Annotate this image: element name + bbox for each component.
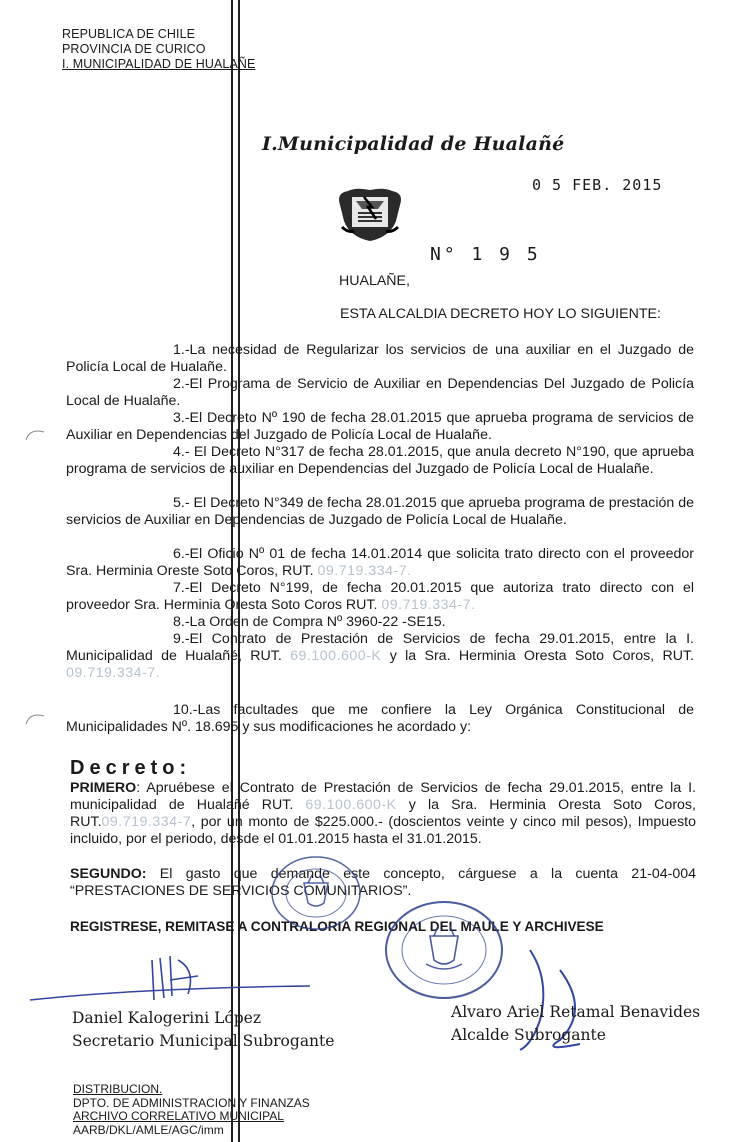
redacted-rut: 69.100.600-K xyxy=(305,797,397,813)
consideration-3: 3.-El Decreto Nº 190 de fecha 28.01.2015 que aprueba programa de servicios de Auxiliar en Dependencias del Juzgado de Policía Local de Hualañe. xyxy=(66,410,694,443)
primero-label: PRIMERO xyxy=(70,780,137,796)
letterhead-country: REPUBLICA DE CHILE xyxy=(62,27,196,41)
consideration-4: 4.- El Decreto N°317 de fecha 28.01.2015, que anula decreto N°190, que aprueba programa de servicios de auxiliar en Dependencias del Juzgado de Policía Local de Hualañe. xyxy=(66,444,694,477)
distribution-line: ARCHIVO CORRELATIVO MUNICIPAL xyxy=(73,1109,284,1123)
consideration-7-text: 7.-El Decreto N°199, de fecha 20.01.2015 que autoriza trato directo con el proveedor Sra. Herminia Oresta Soto Coros RUT. xyxy=(66,580,694,613)
letterhead-province: PROVINCIA DE CURICO xyxy=(62,42,206,56)
consideration-9-text: 9.-El Contrato de Prestación de Servicios de fecha 29.01.2015, entre la I. Municipalidad de Hualañé, RUT. xyxy=(66,631,694,664)
primero-text-c: , por un monto de $225.000.- (doscientos veinte y cinco mil pesos), Impuesto incluido, por el periodo, desde el 01.01.2015 hasta el 31.01.2015. xyxy=(70,814,696,847)
consideration-10: 10.-Las facultades que me confiere la Ley Orgánica Constitucional de Municipalidades Nº. 18.695 y sus modificaciones he acordado y: xyxy=(66,702,694,735)
consideration-5: 5.- El Decreto N°349 de fecha 28.01.2015 que aprueba programa de prestación de servicios de Auxiliar en Dependencias de Juzgado de Policía Local de Hualañe. xyxy=(66,495,694,528)
distribution-line: DPTO. DE ADMINISTRACION Y FINANZAS xyxy=(73,1095,310,1110)
punch-mark-top xyxy=(24,424,46,444)
municipal-seal-secretary xyxy=(268,853,364,933)
redacted-rut: 69.100.600-K xyxy=(290,648,382,664)
article-segundo xyxy=(70,866,696,900)
signer-right xyxy=(451,1001,700,1047)
decreto-heading: Decreto: xyxy=(70,757,192,779)
letterhead-municipality: I. MUNICIPALIDAD DE HUALAÑE xyxy=(62,57,256,71)
redacted-rut: 09.719.334-7. xyxy=(381,597,476,613)
letterhead xyxy=(62,27,255,72)
closing-line: REGISTRESE, REMITASE A CONTRALORIA REGIONAL DEL MAULE Y ARCHIVESE xyxy=(70,919,604,934)
municipality-title: I.Municipalidad de Hualañé xyxy=(262,133,565,155)
redacted-rut: 09.719.334-7. xyxy=(317,563,412,579)
consideration-7 xyxy=(66,580,694,614)
redacted-rut: 09.719.334-7. xyxy=(66,665,161,681)
signer-left-role: Secretario Municipal Subrogante xyxy=(72,1032,335,1050)
consideration-6 xyxy=(66,546,694,580)
segundo-text: El gasto que demande este concepto, cárguese a la cuenta 21-04-004 “PRESTACIONES DE SERVICIOS COMUNITARIOS”. xyxy=(70,866,696,899)
signature-secretary xyxy=(20,950,320,1010)
decree-intro: ESTA ALCALDIA DECRETO HOY LO SIGUIENTE: xyxy=(340,306,661,322)
signer-left xyxy=(72,1007,334,1053)
primero-text-b: y la Sra. Herminia Oresta Soto Coros, RUT. xyxy=(70,797,696,830)
consideration-8: 8.-La Orden de Compra Nº 3960-22 -SE15. xyxy=(173,614,446,630)
consideration-9-tail: y la Sra. Herminia Oresta Soto Coros, RUT. xyxy=(389,648,694,664)
primero-text-a: : Apruébese el Contrato de Prestación de Servicios de fecha 29.01.2015, entre la I. municipalidad de Hualañé RUT. xyxy=(70,780,696,813)
consideration-2: 2.-El Programa de Servicio de Auxiliar en Dependencias Del Juzgado de Policía Local de Hualañe. xyxy=(66,376,694,409)
article-primero xyxy=(70,780,696,848)
place: HUALAÑE, xyxy=(339,273,410,289)
distribution-block xyxy=(73,1083,310,1137)
punch-mark-bottom xyxy=(24,708,46,728)
signer-right-role: Alcalde Subrogante xyxy=(451,1026,606,1044)
coat-of-arms-logo xyxy=(334,187,406,243)
date-stamp: 0 5 FEB. 2015 xyxy=(532,176,663,194)
redacted-rut: 09.719.334-7 xyxy=(101,814,192,830)
distribution-heading: DISTRIBUCION. xyxy=(73,1082,163,1096)
signer-left-name: Daniel Kalogerini López xyxy=(72,1009,261,1027)
consideration-1: 1.-La necesidad de Regularizar los servicios de una auxiliar en el Juzgado de Policía Local de Hualañe. xyxy=(66,342,694,375)
decree-number: N° 1 9 5 xyxy=(430,244,541,265)
consideration-6-text: 6.-El Oficio Nº 01 de fecha 14.01.2014 que solicita trato directo con el proveedor Sra. Herminia Oreste Soto Coros, RUT. xyxy=(66,546,694,579)
signer-right-name: Alvaro Ariel Retamal Benavides xyxy=(451,1003,701,1021)
segundo-label: SEGUNDO: xyxy=(70,866,147,882)
distribution-initials: AARB/DKL/AMLE/AGC/imm xyxy=(73,1122,224,1137)
consideration-9 xyxy=(66,631,694,682)
